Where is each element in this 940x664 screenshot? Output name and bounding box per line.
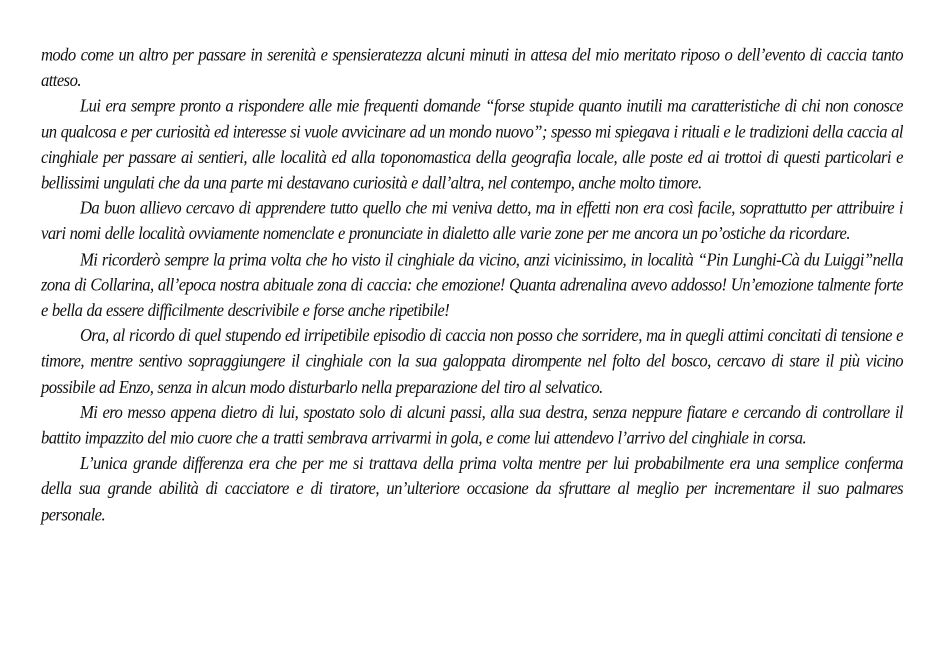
paragraph: Da buon allievo cercavo di apprendere tutto quello che mi veniva detto, ma in effetti non era così facile, soprattutto per attribuire i vari nomi delle località ovviamente nomenclate e pronunciate in dialetto alle varie zone per me ancora un po’ostiche da ricordare. [41, 197, 903, 244]
document-page [41, 42, 903, 527]
paragraph: Mi ricorderò sempre la prima volta che ho visto il cinghiale da vicino, anzi vicinissimo, in località “Pin Lunghi-Cà du Luiggi”nella zona di Collarina, all’epoca nostra abituale zona di caccia: che emozione! Quanta adrenalina avevo addosso! Un’emozione talmente forte e bella da essere difficilmente descrivibile e forse anche ripetibile! [41, 248, 903, 321]
paragraph-continuation: modo come un altro per passare in serenità e spensieratezza alcuni minuti in attesa del mio meritato riposo o dell’evento di caccia tanto atteso. [41, 44, 903, 91]
paragraph: Mi ero messo appena dietro di lui, spostato solo di alcuni passi, alla sua destra, senza neppure fiatare e cercando di controllare il battito impazzito del mio cuore che a tratti sembrava arrivarmi in gola, e come lui attendevo l’arrivo del cinghiale in corsa. [41, 401, 903, 448]
paragraph: Ora, al ricordo di quel stupendo ed irripetibile episodio di caccia non posso che sorridere, ma in quegli attimi concitati di tensione e timore, mentre sentivo sopraggiungere il cinghiale con la sua galoppata dirompente nel folto del bosco, cercavo di stare il più vicino possibile ad Enzo, senza in alcun modo disturbarlo nella preparazione del tiro al selvatico. [41, 324, 903, 397]
paragraph: Lui era sempre pronto a rispondere alle mie frequenti domande “forse stupide quanto inutili ma caratteristiche di chi non conosce un qualcosa e per curiosità ed interesse si vuole avvicinare ad un mondo nuovo”; spesso mi spiegava i rituali e le tradizioni della caccia al cinghiale per passare ai sentieri, alle località ed alla toponomastica della geografia locale, alle poste ed ai trottoi di questi particolari e bellissimi ungulati che da una parte mi destavano curiosità e dall’altra, nel contempo, anche molto timore. [41, 95, 903, 193]
paragraph: L’unica grande differenza era che per me si trattava della prima volta mentre per lui probabilmente era una semplice conferma della sua grande abilità di cacciatore e di tiratore, un’ulteriore occasione da sfruttare al meglio per incrementare il suo palmares personale. [41, 452, 903, 525]
